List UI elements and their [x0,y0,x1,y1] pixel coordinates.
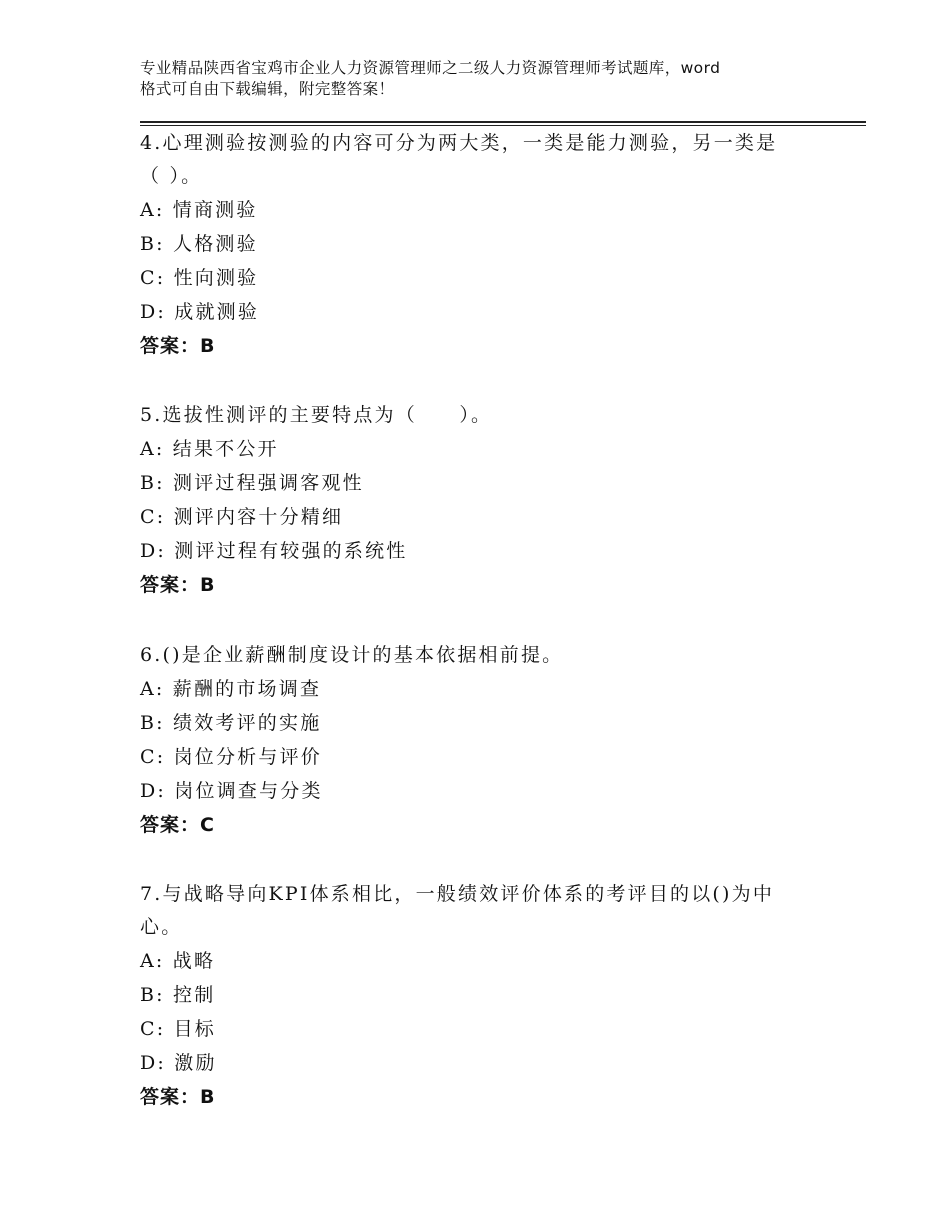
option-a: A: 情商测验 [140,199,258,221]
option-a: A: 战略 [140,950,216,972]
option-c: C: 目标 [140,1018,216,1040]
question-stem-continued: 心。 [140,916,183,938]
question-7 [140,878,830,1114]
option-d: D: 岗位调查与分类 [140,780,323,802]
option-b: B: 人格测验 [140,233,258,255]
option-a: A: 结果不公开 [140,438,279,460]
question-stem: 4.心理测验按测验的内容可分为两大类，一类是能力测验，另一类是 [140,132,778,154]
option-d: D: 激励 [140,1052,217,1074]
document-header [140,58,830,100]
header-rule-thin [140,125,866,126]
header-rule-thick [140,121,866,123]
header-line-1: 专业精品陕西省宝鸡市企业人力资源管理师之二级人力资源管理师考试题库，word [140,59,721,77]
question-stem-continued: （ ）。 [140,165,203,187]
option-d: D: 成就测验 [140,301,260,323]
option-d: D: 测评过程有较强的系统性 [140,540,408,562]
option-b: B: 测评过程强调客观性 [140,472,364,494]
option-c: C: 性向测验 [140,267,259,289]
answer: 答案：B [140,574,216,596]
question-stem: 6.()是企业薪酬制度设计的基本依据相前提。 [140,644,564,666]
option-b: B: 控制 [140,984,216,1006]
question-stem: 5.选拔性测评的主要特点为（ ）。 [140,404,493,426]
question-5 [140,399,830,602]
question-4 [140,127,830,363]
option-a: A: 薪酬的市场调查 [140,678,322,700]
question-6 [140,639,830,842]
answer: 答案：B [140,335,216,357]
header-line-2: 格式可自由下载编辑，附完整答案！ [140,80,395,98]
option-b: B: 绩效考评的实施 [140,712,322,734]
option-c: C: 测评内容十分精细 [140,506,344,528]
answer: 答案：B [140,1086,216,1108]
answer: 答案：C [140,814,215,836]
question-stem: 7.与战略导向KPI体系相比，一般绩效评价体系的考评目的以()为中 [140,883,775,905]
option-c: C: 岗位分析与评价 [140,746,322,768]
